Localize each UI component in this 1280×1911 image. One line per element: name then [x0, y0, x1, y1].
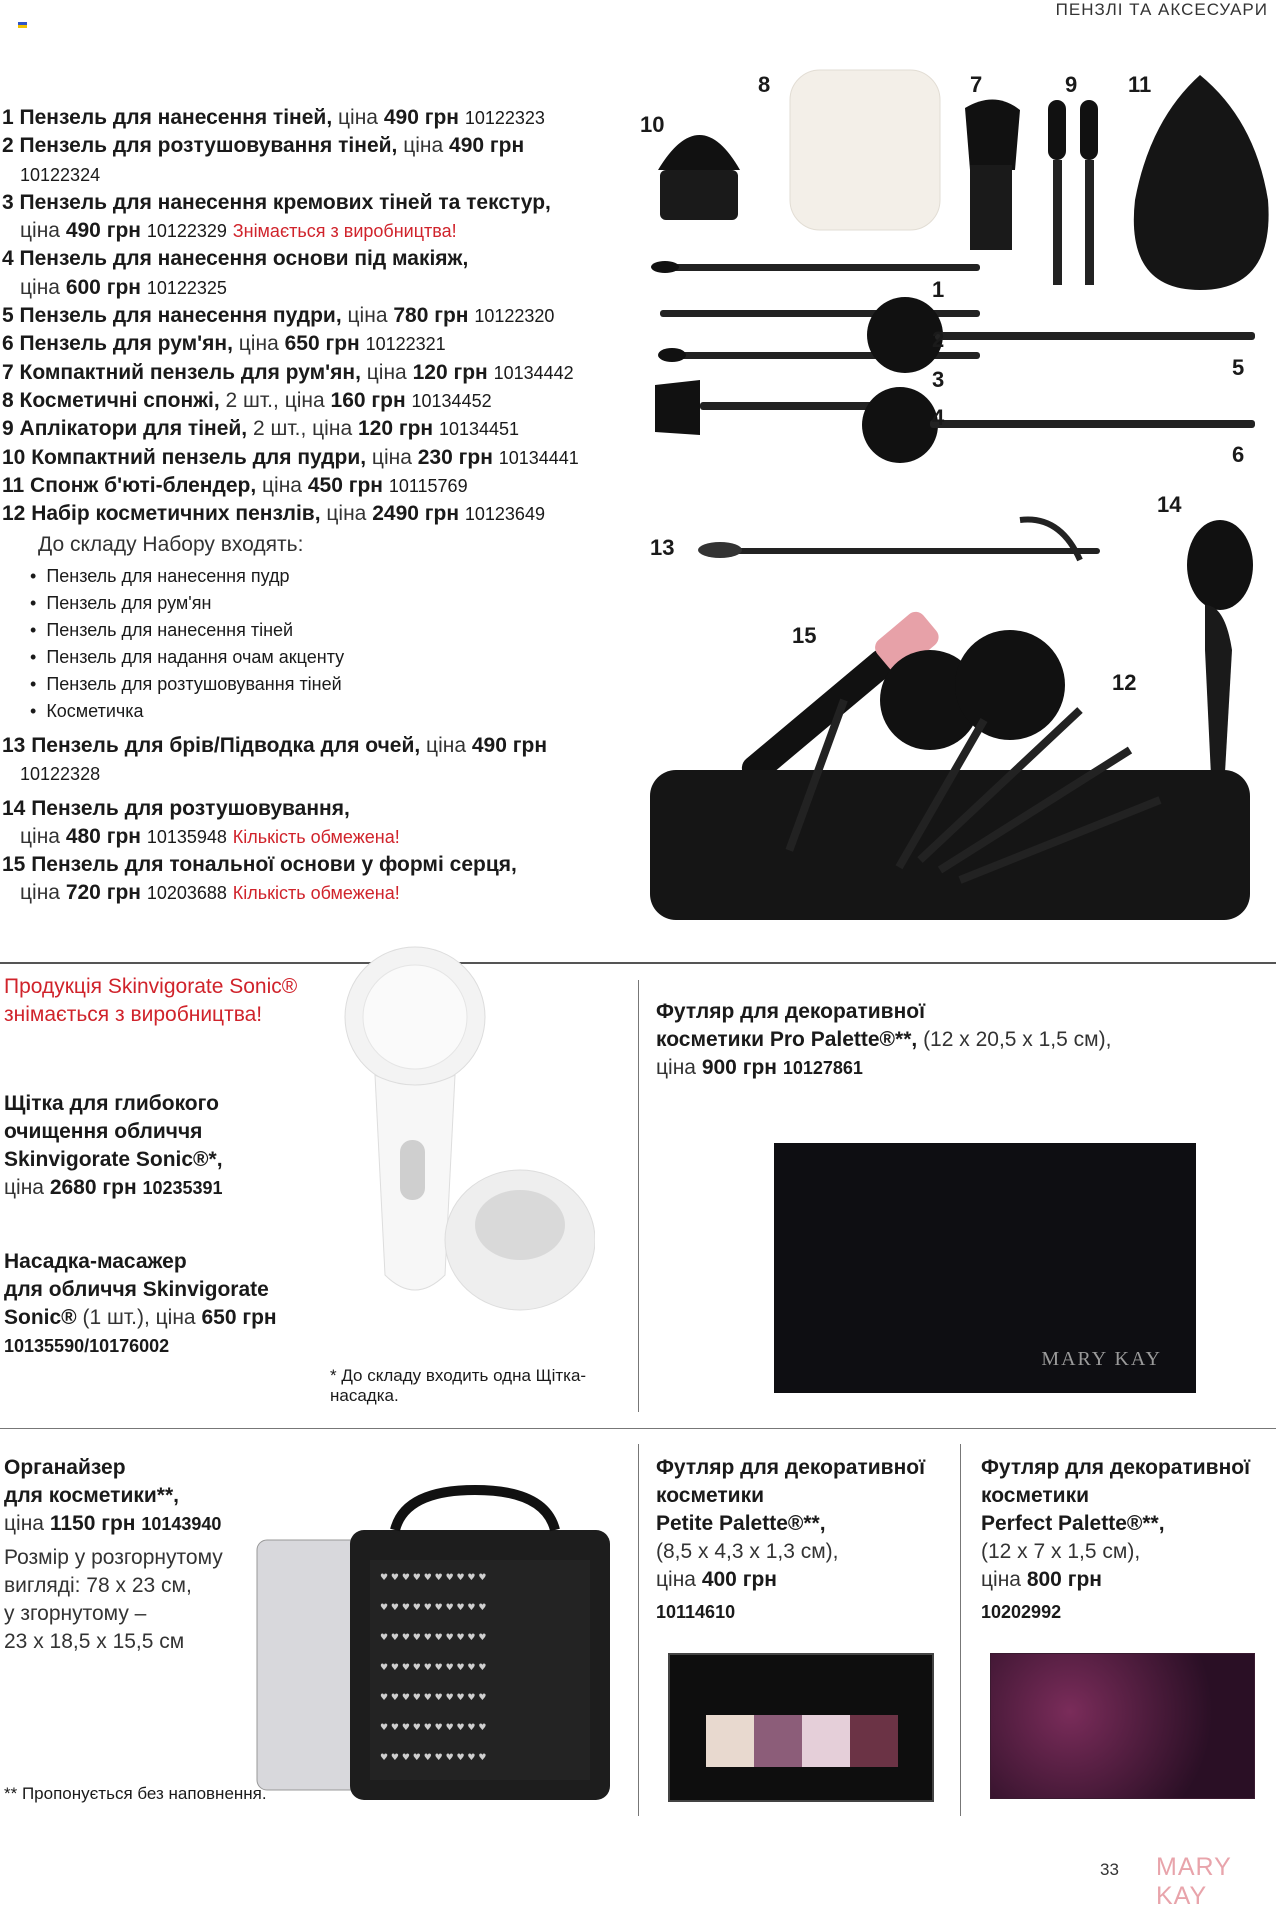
set-contents-list [30, 563, 344, 725]
list-item: 1 Пензель для нанесення тіней, ціна 490 грн 10122323 [2, 106, 545, 129]
divider [638, 1444, 639, 1816]
list-item: 2 Пензель для розтушовування тіней, ціна 490 грн [2, 134, 525, 158]
image-number: 7 [970, 72, 983, 97]
list-item: • Пензель для рум'ян [30, 590, 344, 617]
brow-brush-image [710, 548, 1100, 554]
image-number: 12 [1112, 670, 1137, 695]
discontinued-note: Знімається з виробництва! [232, 221, 457, 242]
set-contents-heading: До складу Набору входять: [38, 533, 304, 556]
brand-logo: MARY KAY [1041, 1348, 1162, 1370]
image-number: 9 [1065, 72, 1078, 97]
pro-palette-block: Футляр для декоративної косметики Pro Palette®**, (12 x 20,5 x 1,5 см), ціна 900 грн 10127861 [656, 1000, 1112, 1079]
svg-text:♥ ♥ ♥ ♥ ♥ ♥ ♥ ♥ ♥ ♥: ♥ ♥ ♥ ♥ ♥ ♥ ♥ ♥ ♥ ♥ [380, 1573, 487, 1583]
list-item: 6 Пензель для рум'ян, ціна 650 грн 10122321 [2, 332, 446, 356]
image-number: 5 [1232, 355, 1245, 380]
sonic-brush-block: Щітка для глибокого очищення обличчя Skinvigorate Sonic®*, ціна 2680 грн 10235391 [4, 1092, 223, 1199]
list-item: 3 Пензель для нанесення кремових тіней та текстур, [2, 190, 551, 214]
image-number: 10 [640, 112, 665, 137]
limited-note: Кількість обмежена! [232, 826, 400, 847]
brand-footer: MARY KAY [1156, 1853, 1232, 1910]
svg-text:♥ ♥ ♥ ♥ ♥ ♥ ♥ ♥ ♥ ♥: ♥ ♥ ♥ ♥ ♥ ♥ ♥ ♥ ♥ ♥ [380, 1723, 487, 1733]
image-number: 15 [792, 623, 817, 648]
divider [960, 1444, 961, 1816]
image-number: 3 [932, 367, 945, 392]
brush-image [655, 264, 980, 271]
list-item: • Косметичка [30, 698, 344, 725]
beauty-blender-image [1134, 75, 1269, 290]
list-item: • Пензель для нанесення тіней [30, 617, 344, 644]
svg-text:♥ ♥ ♥ ♥ ♥ ♥ ♥ ♥ ♥ ♥: ♥ ♥ ♥ ♥ ♥ ♥ ♥ ♥ ♥ ♥ [380, 1603, 487, 1613]
perfect-palette-block: Футляр для декоративної косметики Perfect Palette®**, (12 x 7 x 1,5 см), ціна 800 грн 10202992 [981, 1456, 1250, 1622]
divider [0, 1428, 1276, 1429]
ukraine-flag-icon [18, 22, 27, 28]
list-item: • Пензель для нанесення пудр [30, 563, 344, 590]
oval-brush-image [1187, 520, 1253, 610]
applicator-image [1048, 100, 1066, 160]
image-number: 6 [1232, 442, 1245, 467]
list-item: 7 Компактний пензель для рум'ян, ціна 120 грн 10134442 [2, 360, 574, 384]
petite-palette-block: Футляр для декоративної косметики Petite Palette®**, (8,5 x 4,3 x 1,3 см), ціна 400 грн 10114610 [656, 1456, 925, 1622]
list-item: • Пензель для надання очам акценту [30, 644, 344, 671]
divider [0, 962, 1276, 964]
list-item: 14 Пензель для розтушовування, [2, 796, 350, 820]
page-number: 33 [1100, 1860, 1119, 1879]
list-item: 4 Пензель для нанесення основи під макіяж, [2, 247, 469, 271]
sonic-massager-block: Насадка-масажер для обличчя Skinvigorate Sonic® (1 шт.), ціна 650 грн 10135590/10176002 [4, 1250, 277, 1356]
brush-set-pouch-image [650, 770, 1250, 920]
brush-list: 1 Пензель для нанесення тіней, ціна 490 грн 10122323 2 Пензель для розтушовування тіней, ціна 490 грн 10122324 3 Пензель для нанесення кремових тіней та текстур, ціна 490 грн 10122329 Знімається з виробництва! 4 Пензель для нанесення основи під макіяж, ціна 600 грн 10122325 5 Пензель для нанесення пудри, ціна 780 грн 10122320 6 Пензель для рум'ян, ціна 650 грн 10122321 7 Компактний пензель для рум'ян, ціна 120 грн 10134442 8 Косметичні спонжі, 2 шт., ціна 160 грн 10134452 9 Аплікатори для тіней, 2 шт., ціна 120 грн 10134451 10 Компактний пензель для пудри, ціна 230 грн 10134441 11 Спонж б'юті-блендер, ціна 450 грн 10115769 12 Набір косметичних пензлів, ціна 2490 грн 10123649 [2, 104, 642, 528]
sonic-footnote: * До складу входить одна Щітка-насадка. [330, 1366, 587, 1405]
list-item: 8 Косметичні спонжі, 2 шт., ціна 160 грн 10134452 [2, 388, 492, 412]
image-number: 13 [650, 535, 675, 560]
list-item: 15 Пензель для тональної основи у формі серця, [2, 853, 517, 877]
pro-palette-image [774, 1143, 1196, 1393]
divider [638, 980, 639, 1412]
svg-text:♥ ♥ ♥ ♥ ♥ ♥ ♥ ♥ ♥ ♥: ♥ ♥ ♥ ♥ ♥ ♥ ♥ ♥ ♥ ♥ [380, 1693, 487, 1703]
perfect-palette-image [990, 1653, 1255, 1799]
organizer-footnote: ** Пропонується без наповнення. [4, 1784, 267, 1803]
list-item-code: 10122324 [20, 164, 101, 185]
sonic-brush-image [335, 945, 595, 1345]
list-item: • Пензель для розтушовування тіней [30, 671, 344, 698]
brush-list-2: 13 Пензель для брів/Підводка для очей, ціна 490 грн 10122328 14 Пензель для розтушовування, ціна 480 грн 10135948 Кількість обмежена! 15 Пензель для тональної основи у формі серця, ціна 720 грн 10203688 Кількість обмежена! [2, 732, 642, 908]
list-item: 9 Аплікатори для тіней, 2 шт., ціна 120 грн 10134451 [2, 417, 520, 441]
svg-text:♥ ♥ ♥ ♥ ♥ ♥ ♥ ♥ ♥ ♥: ♥ ♥ ♥ ♥ ♥ ♥ ♥ ♥ ♥ ♥ [380, 1753, 487, 1763]
image-number: 1 [932, 277, 945, 302]
sonic-discontinued-note: Продукція Skinvigorate Sonic® знімається з виробництва! [4, 975, 298, 1026]
image-number: 11 [1128, 72, 1152, 97]
list-item: 11 Спонж б'юті-блендер, ціна 450 грн 10115769 [2, 473, 468, 497]
list-item: 10 Компактний пензель для пудри, ціна 230 грн 10134441 [2, 445, 579, 469]
petite-palette-image [668, 1653, 934, 1802]
list-item: 5 Пензель для нанесення пудри, ціна 780 грн 10122320 [2, 304, 555, 328]
section-title: ПЕНЗЛІ ТА АКСЕСУАРИ [1055, 0, 1268, 19]
image-number: 14 [1157, 492, 1182, 517]
list-item: 12 Набір косметичних пензлів, ціна 2490 грн 10123649 [2, 502, 545, 526]
organizer-block: Органайзер для косметики**, ціна 1150 грн 10143940 Розмір у розгорнутому вигляді: 78 x 23 см, у згорнутому – 23 x 18,5 x 15,5 см [4, 1456, 223, 1653]
sponge-image [790, 70, 940, 230]
limited-note: Кількість обмежена! [232, 883, 400, 904]
image-number: 2 [932, 327, 945, 352]
svg-text:♥ ♥ ♥ ♥ ♥ ♥ ♥ ♥ ♥ ♥: ♥ ♥ ♥ ♥ ♥ ♥ ♥ ♥ ♥ ♥ [380, 1633, 487, 1643]
compact-brush-image [658, 135, 740, 170]
svg-text:♥ ♥ ♥ ♥ ♥ ♥ ♥ ♥ ♥ ♥: ♥ ♥ ♥ ♥ ♥ ♥ ♥ ♥ ♥ ♥ [380, 1663, 487, 1673]
blush-compact-image [965, 99, 1020, 170]
image-number: 4 [932, 405, 945, 430]
image-number: 8 [758, 72, 771, 97]
organizer-image [245, 1480, 635, 1810]
list-item: 13 Пензель для брів/Підводка для очей, ціна 490 грн [2, 734, 548, 757]
